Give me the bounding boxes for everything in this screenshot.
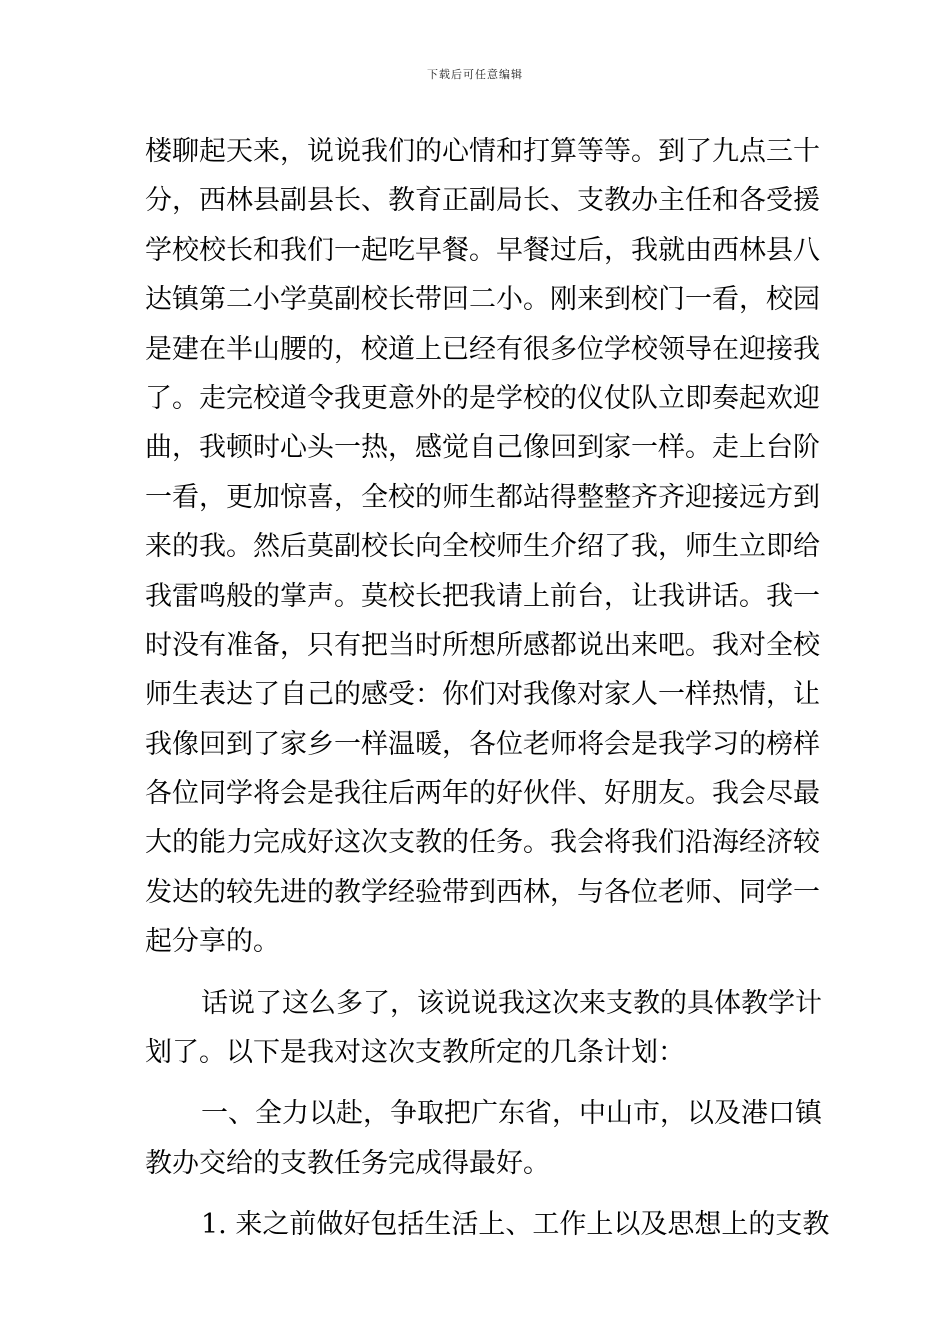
text-line: 来的我。然后莫副校长向全校师生介绍了我，师生立即给 [145,531,820,563]
text-line: 一、全力以赴，争取把广东省，中山市，以及港口镇 [201,1098,822,1130]
text-line: 我雷鸣般的掌声。莫校长把我请上前台，让我讲话。我一 [145,580,820,612]
text-line: 师生表达了自己的感受：你们对我像对家人一样热情，让 [145,679,820,711]
text-line: 达镇第二小学莫副校长带回二小。刚来到校门一看，校园 [145,284,820,316]
text-line: 分，西林县副县长、教育正副局长、支教办主任和各受援 [145,185,820,217]
text-line: 时没有准备，只有把当时所想所感都说出来吧。我对全校 [145,629,820,661]
text-line: 发达的较先进的教学经验带到西林，与各位老师、同学一 [145,876,820,908]
text-line: 了。走完校道令我更意外的是学校的仪仗队立即奏起欢迎 [145,382,820,414]
text-line: 是建在半山腰的，校道上已经有很多位学校领导在迎接我 [145,333,820,365]
text-line: 话说了这么多了，该说说我这次来支教的具体教学计 [201,987,822,1019]
text-line: 1. 来之前做好包括生活上、工作上以及思想上的支教 [201,1209,830,1241]
document-body [145,127,830,1250]
text-line: 楼聊起天来，说说我们的心情和打算等等。到了九点三十 [145,136,820,167]
text-line: 我像回到了家乡一样温暖，各位老师将会是我学习的榜样 [145,728,820,760]
text-line: 起分享的。 [145,926,280,958]
text-line: 一看，更加惊喜，全校的师生都站得整整齐齐迎接远方到 [145,481,820,513]
text-line: 教办交给的支教任务完成得最好。 [145,1147,550,1179]
page-header-note: 下载后可任意编辑 [427,68,523,81]
text-line: 曲，我顿时心头一热，感觉自己像回到家一样。走上台阶 [145,432,820,464]
text-line: 划了。以下是我对这次支教所定的几条计划： [145,1037,685,1069]
text-line: 大的能力完成好这次支教的任务。我会将我们沿海经济较 [145,827,820,859]
paragraph-gap [145,1188,807,1200]
paragraph-gap [145,1077,807,1089]
text-line: 各位同学将会是我往后两年的好伙伴、好朋友。我会尽最 [145,778,820,810]
paragraph-gap [145,967,807,979]
text-line: 学校校长和我们一起吃早餐。早餐过后，我就由西林县八 [145,234,820,266]
